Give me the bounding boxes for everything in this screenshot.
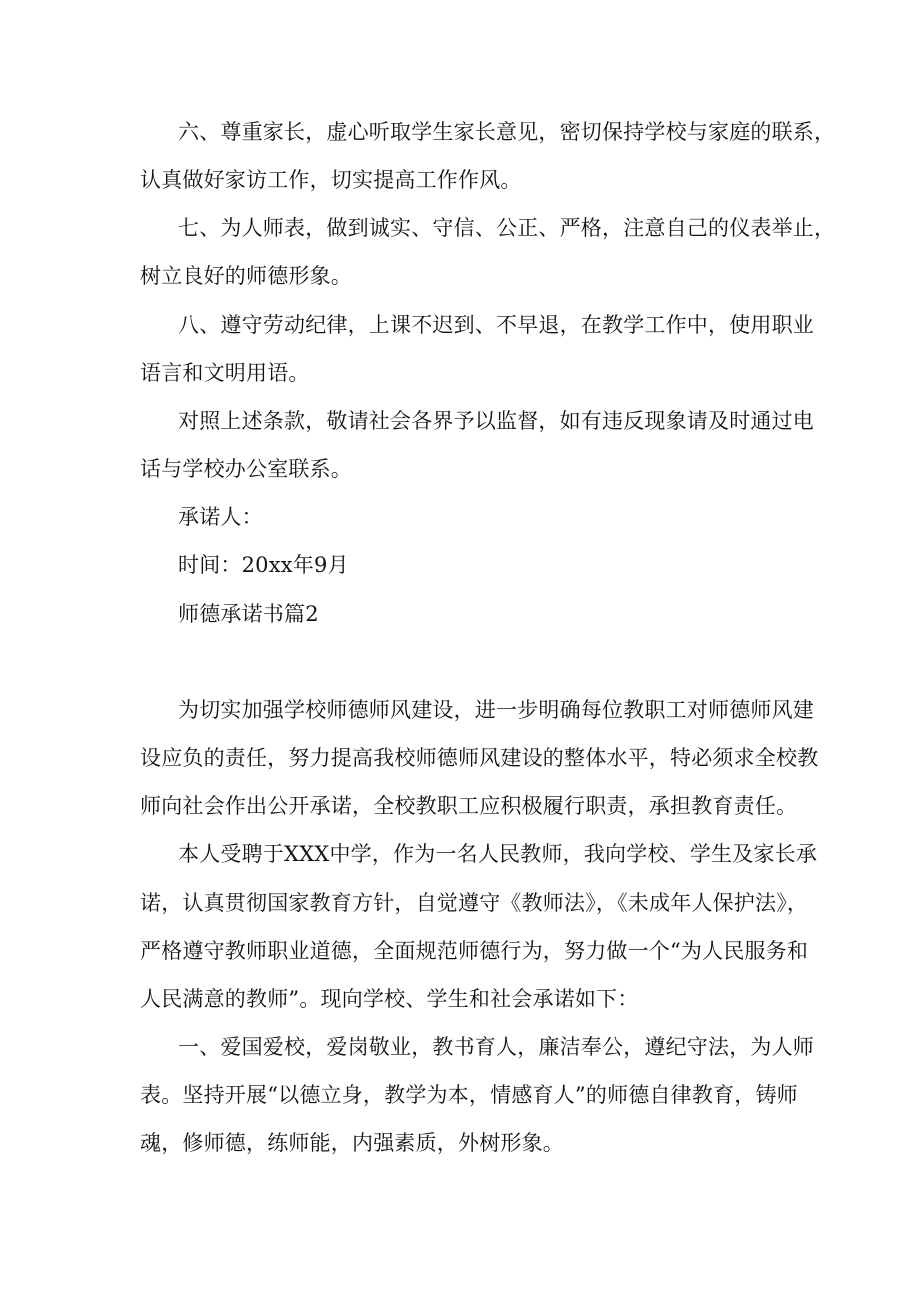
date-line: 时间：20xx年9月	[178, 553, 349, 577]
text-line: 师向社会作出公开承诺，全校教职工应积极履行职责，承担教育责任。	[140, 794, 798, 818]
text-line: 一、爱国爱校，爱岗敬业，教书育人，廉洁奉公，遵纪守法，为人师	[178, 1035, 814, 1059]
text-line: 设应负的责任，努力提高我校师德师风建设的整体水平，特必须求全校教	[140, 746, 819, 770]
text-line: 七、为人师表，做到诚实、守信、公正、严格，注意自己的仪表举止，	[178, 216, 836, 240]
text-line: 认真做好家访工作，切实提高工作作风。	[140, 168, 522, 192]
text-line: 语言和文明用语。	[140, 361, 310, 385]
text-line: 话与学校办公室联系。	[140, 457, 352, 481]
text-line: 诺，认真贯彻国家教育方针，自觉遵守《教师法》，《未成年人保护法》，	[140, 891, 809, 915]
text-line: 人民满意的教师”。现向学校、学生和社会承诺如下：	[140, 987, 639, 1011]
text-line: 严格遵守教师职业道德，全面规范师德行为，努力做一个“为人民服务和	[140, 939, 809, 963]
text-line: 本人受聘于XXX中学，作为一名人民教师，我向学校、学生及家长承	[178, 842, 818, 866]
text-line: 为切实加强学校师德师风建设，进一步明确每位教职工对师德师风建	[178, 698, 814, 722]
text-line: 魂，修师德，练师能，内强素质，外树形象。	[140, 1131, 564, 1155]
section-title: 师德承诺书篇2	[178, 602, 319, 626]
text-line: 树立良好的师德形象。	[140, 264, 352, 288]
text-line: 八、遵守劳动纪律，上课不迟到、不早退，在教学工作中，使用职业	[178, 313, 814, 337]
text-line: 对照上述条款，敬请社会各界予以监督，如有违反现象请及时通过电	[178, 409, 814, 433]
text-line: 六、尊重家长，虚心听取学生家长意见，密切保持学校与家庭的联系，	[178, 120, 836, 144]
text-line: 表。坚持开展“以德立身，教学为本，情感育人”的师德自律教育，铸师	[140, 1083, 798, 1107]
signature-label: 承诺人：	[178, 505, 263, 529]
